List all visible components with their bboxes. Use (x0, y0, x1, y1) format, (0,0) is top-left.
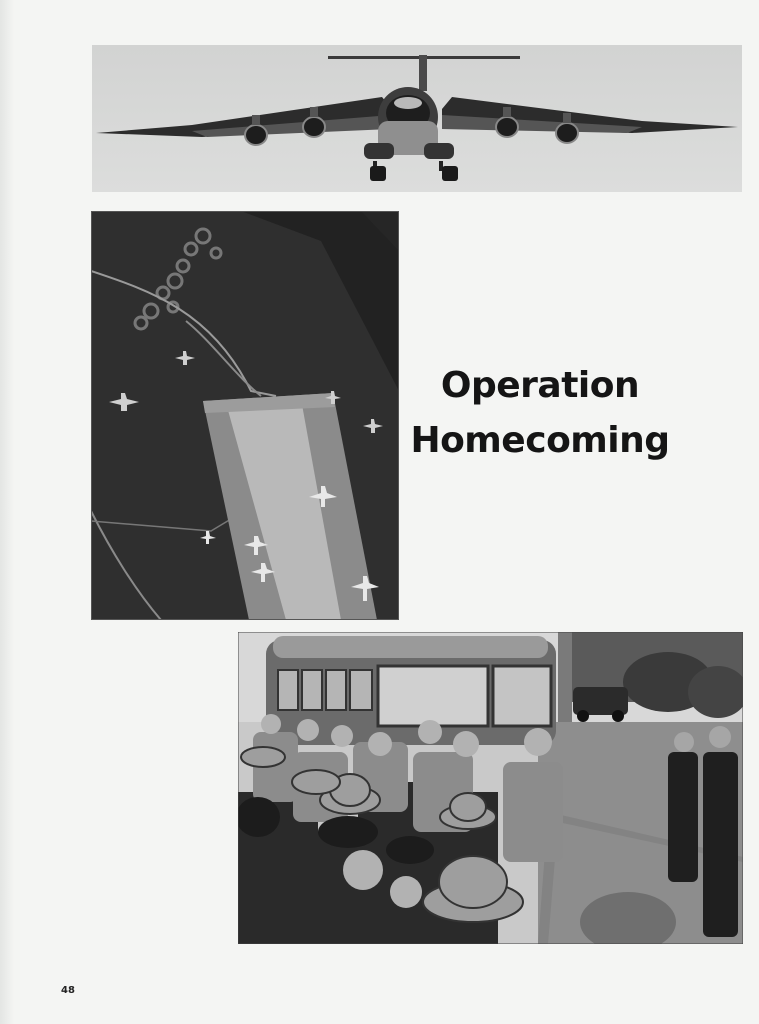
page-number: 48 (61, 985, 75, 996)
title-line-2: Homecoming (410, 420, 670, 461)
aircraft-photo (92, 45, 742, 192)
page-edge (0, 0, 14, 1024)
title-line-1: Operation (440, 365, 640, 406)
page-title (405, 358, 675, 468)
crowd-photo (238, 632, 743, 944)
airfield-aerial-photo (91, 211, 399, 620)
